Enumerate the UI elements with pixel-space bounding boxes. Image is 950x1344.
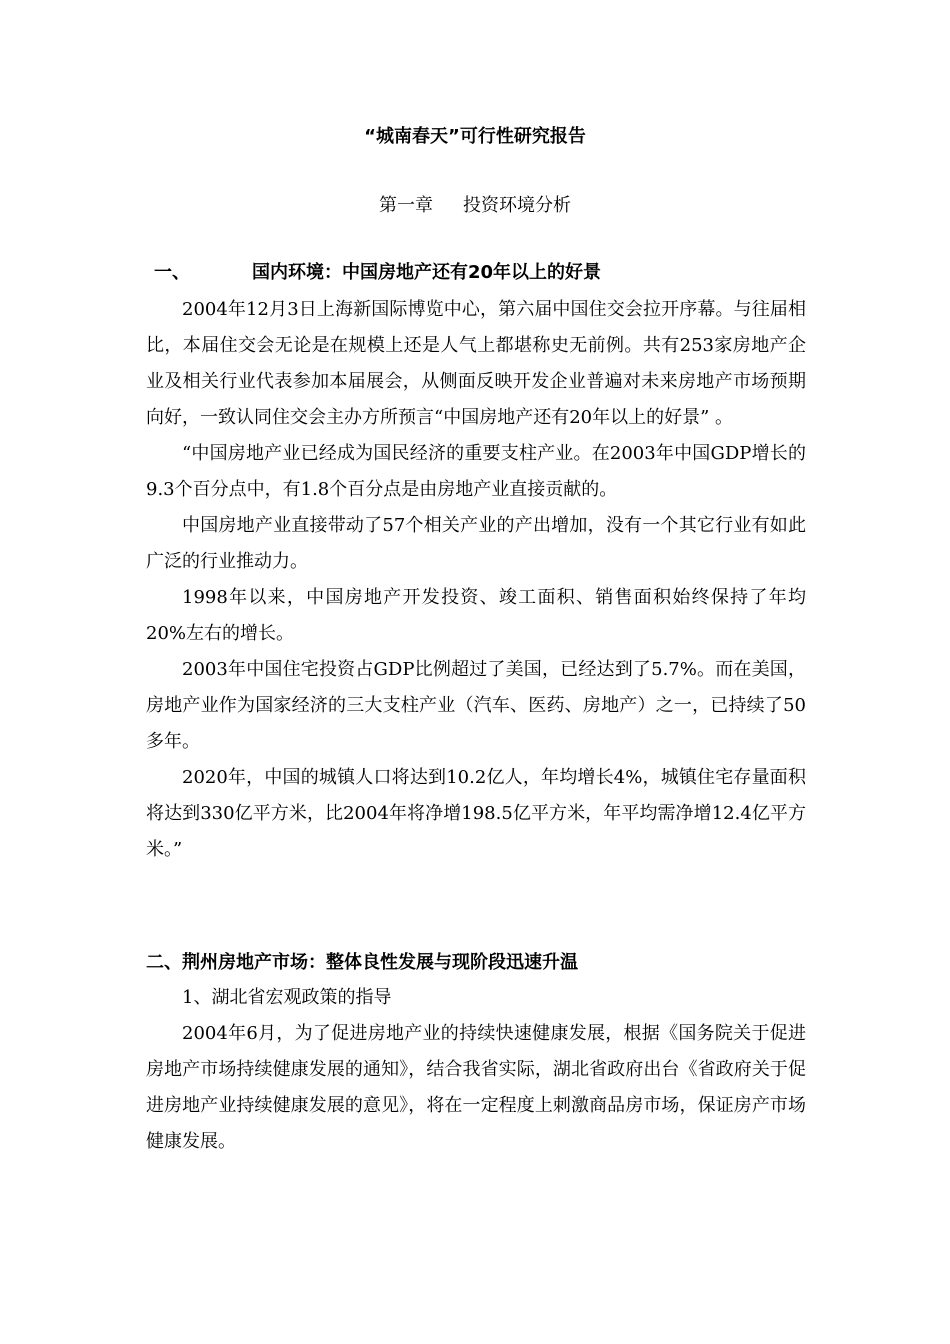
section-2-heading: 二、荆州房地产市场：整体良性发展与现阶段迅速升温: [146, 952, 578, 973]
section-1-heading: [146, 260, 601, 286]
chapter-number: 第一章: [379, 195, 433, 216]
paragraph: 2003年中国住宅投资占GDP比例超过了美国，已经达到了5.7%。而在美国，房地产业作为国家经济的三大支柱产业（汽车、医药、房地产）之一，已持续了50多年。: [146, 659, 806, 752]
section-1-body: [146, 292, 806, 868]
section-1-number: 一、: [154, 262, 190, 283]
paragraph: 1998年以来，中国房地产开发投资、竣工面积、销售面积始终保持了年均20%左右的增长。: [146, 587, 806, 644]
section-1-title: 国内环境：中国房地产还有20年以上的好景: [252, 262, 602, 283]
subsection-heading: 1、湖北省宏观政策的指导: [182, 987, 392, 1008]
paragraph: 2004年12月3日上海新国际博览中心，第六届中国住交会拉开序幕。与往届相比，本届住交会无论是在规模上还是人气上都堪称史无前例。共有253家房地产企业及相关行业代表参加本届展会，从侧面反映开发企业普遍对未来房地产市场预期向好，一致认同住交会主办方所预言“中国房地产还有20年以上的好景” 。: [146, 299, 806, 428]
paragraph: “中国房地产业已经成为国民经济的重要支柱产业。在2003年中国GDP增长的9.3个百分点中，有1.8个百分点是由房地产业直接贡献的。: [146, 443, 806, 500]
document-title: “城南春天”可行性研究报告: [364, 126, 586, 147]
chapter-heading: [0, 193, 950, 219]
paragraph: 中国房地产业直接带动了57个相关产业的产出增加，没有一个其它行业有如此广泛的行业推动力。: [146, 515, 806, 572]
chapter-title: 投资环境分析: [463, 195, 571, 216]
paragraph: 2004年6月，为了促进房地产业的持续快速健康发展，根据《国务院关于促进房地产市场持续健康发展的通知》，结合我省实际，湖北省政府出台《省政府关于促进房地产业持续健康发展的意见》，将在一定程度上刺激商品房市场，保证房产市场健康发展。: [146, 1023, 806, 1152]
paragraph: 2020年，中国的城镇人口将达到10.2亿人，年均增长4%，城镇住宅存量面积将达到330亿平方米，比2004年将净增198.5亿平方米，年平均需净增12.4亿平方米。”: [146, 767, 806, 860]
section-2-body: [146, 980, 806, 1160]
